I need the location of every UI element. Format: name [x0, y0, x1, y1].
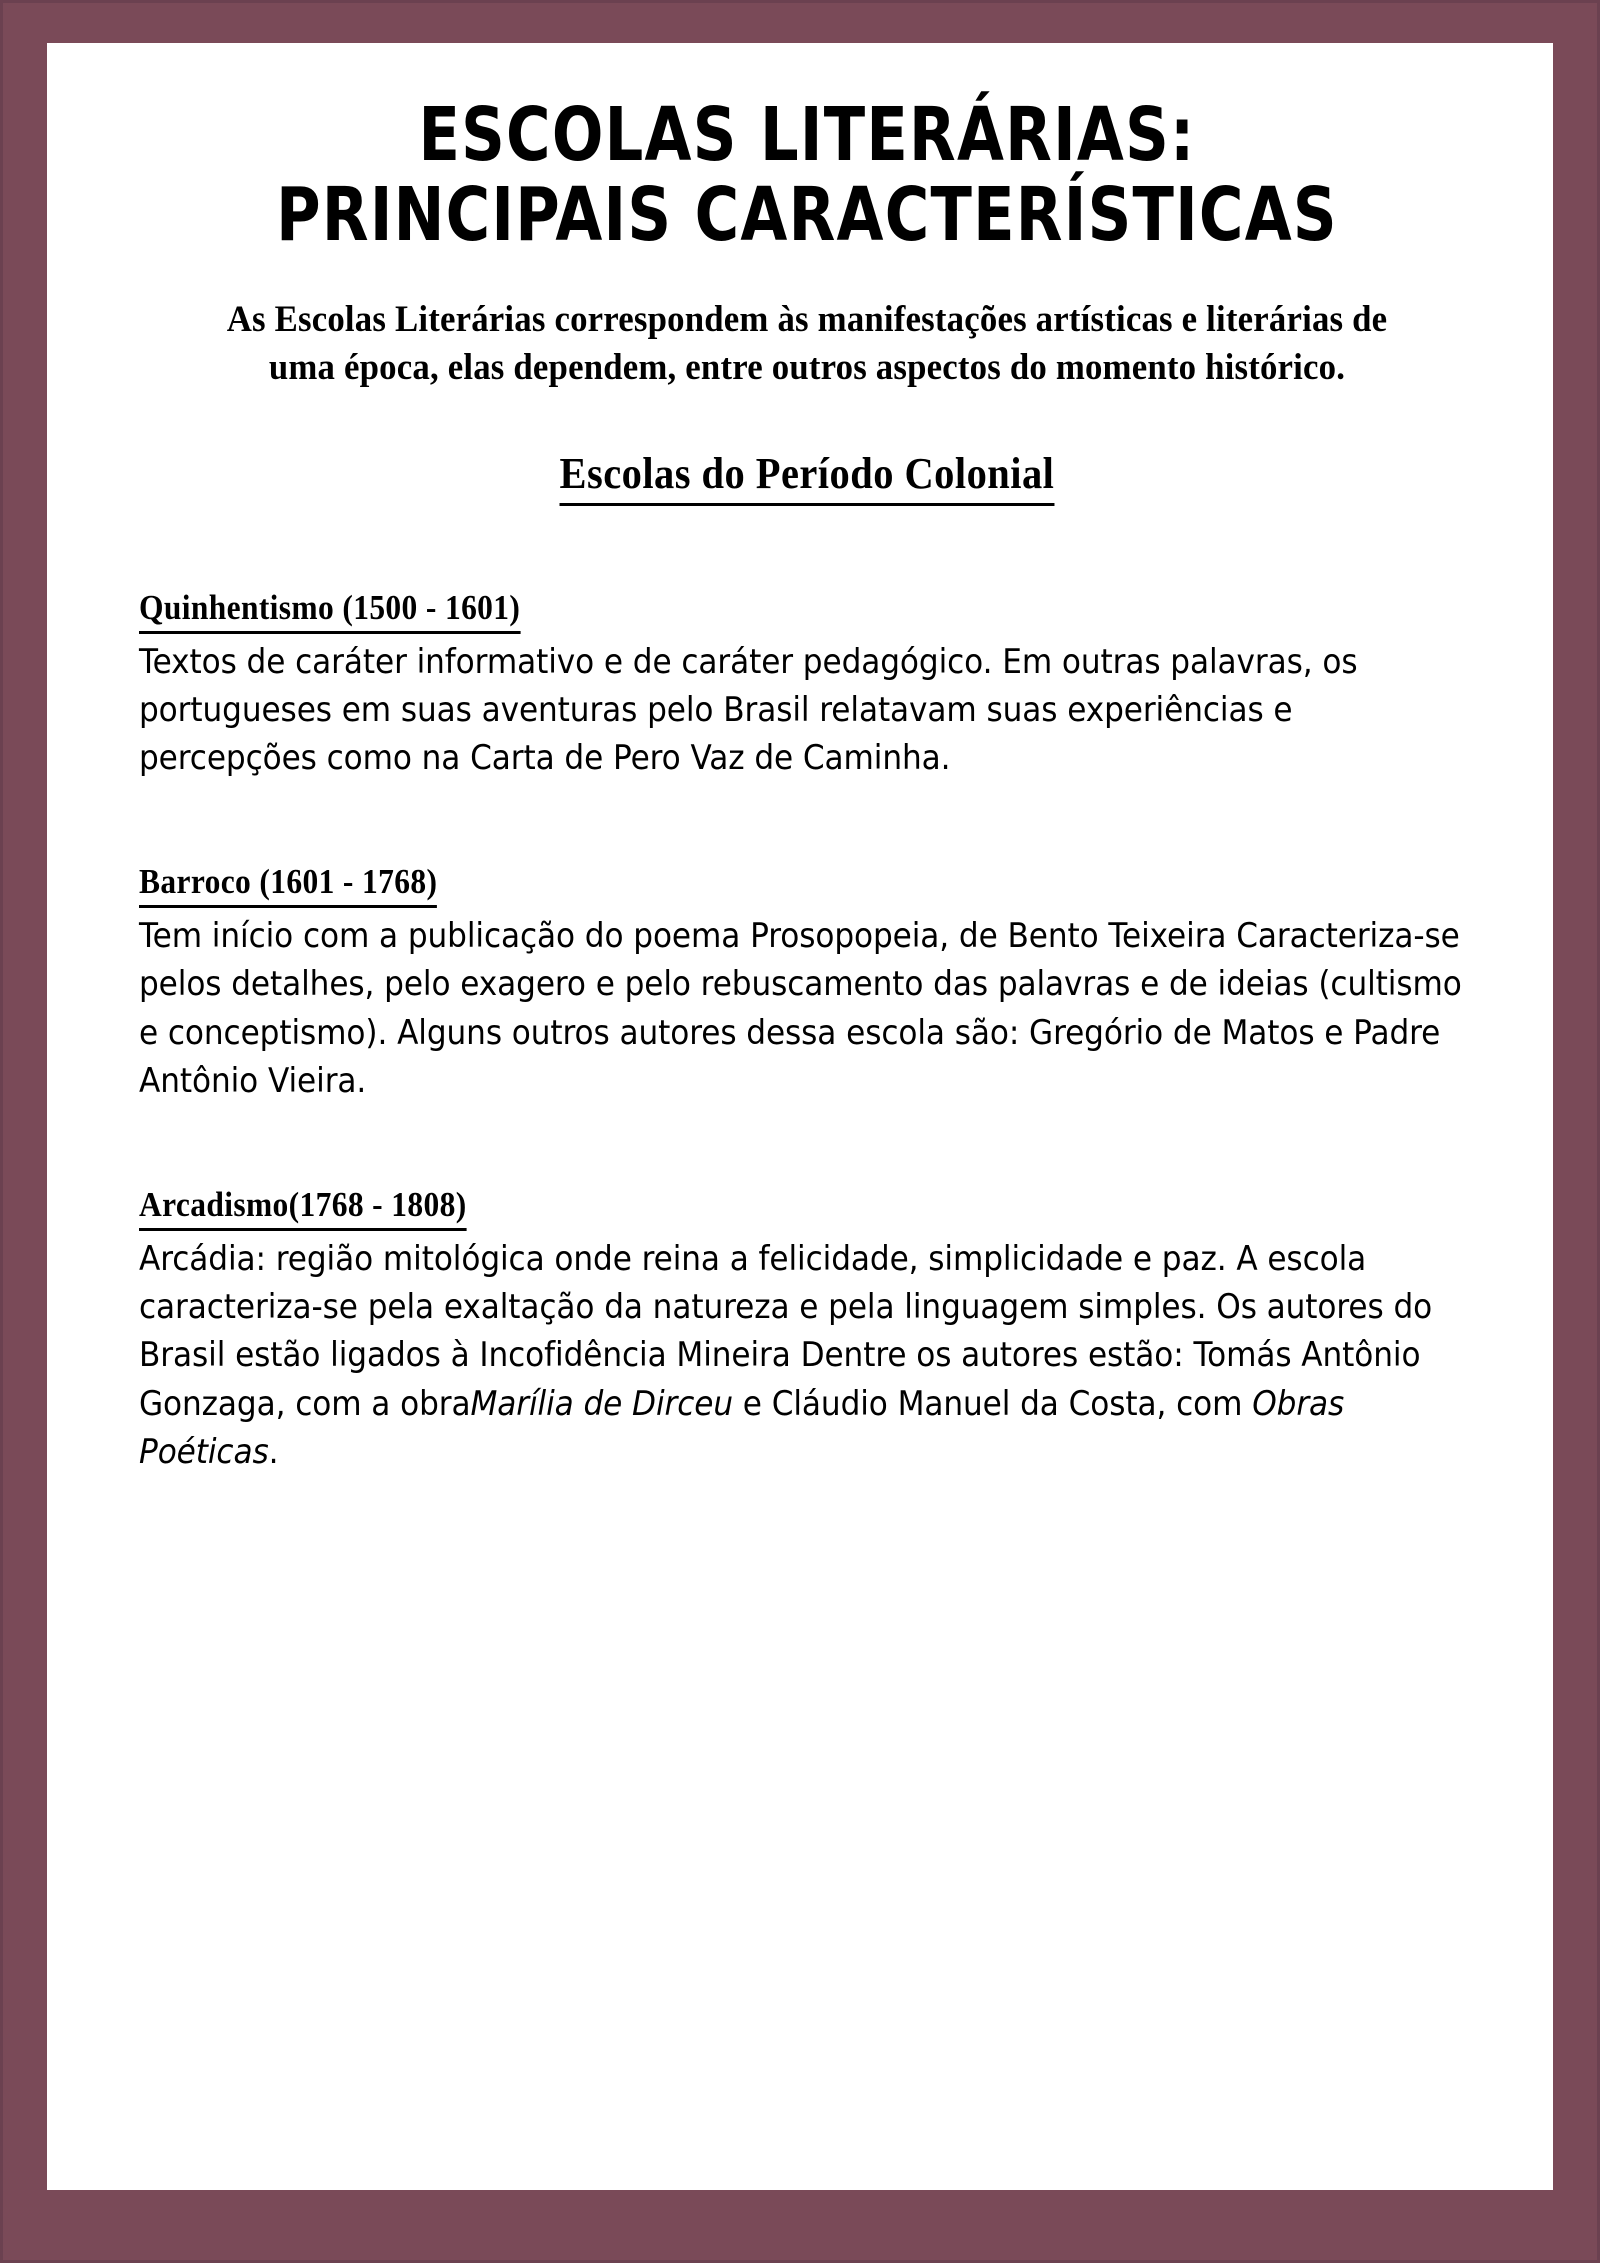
subsection-heading-quinhentismo [139, 586, 1475, 634]
subsection-quinhentismo [139, 586, 1475, 782]
section-heading-colonial [139, 448, 1475, 506]
subsection-heading-barroco [139, 860, 1475, 908]
section-heading-text: Escolas do Período Colonial [560, 448, 1055, 506]
arcadismo-text-part-3: . [268, 1431, 279, 1471]
document-sheet [47, 43, 1553, 2190]
subsection-barroco [139, 860, 1475, 1105]
subsection-arcadismo [139, 1183, 1475, 1476]
page-title [259, 92, 1355, 258]
arcadismo-work-title-marilia: Marília de Dirceu [470, 1383, 733, 1423]
subsection-body-barroco: Tem início com a publicação do poema Prosopopeia, de Bento Teixeira Caracteriza-se pelos detalhes, pelo exagero e pelo rebuscamento das palavras e de ideias (cultismo e conceptismo). Alguns outros autores dessa escola são: Gregório de Matos e Padre Antônio Vieira. [139, 916, 1462, 1100]
arcadismo-text-part-2: e Cláudio Manuel da Costa, com [732, 1383, 1253, 1423]
page-title-line-1: ESCOLAS LITERÁRIAS: [418, 92, 1196, 178]
subsection-heading-text: Quinhentismo (1500 - 1601) [139, 586, 520, 634]
arcadismo-text-part-1: Arcádia: região mitológica onde reina a felicidade, simplicidade e paz. A escola caracteriza-se pela exaltação da natureza e pela linguagem simples. Os autores do Brasil estão ligados à Incofidência Mineira Dentre os autores estão: Tomás Antônio Gonzaga, com a obra [139, 1238, 1433, 1423]
page-title-line-2: PRINCIPAIS CARACTERÍSTICAS [276, 172, 1338, 258]
intro-paragraph: As Escolas Literárias correspondem às manifestações artísticas e literárias de uma época, elas dependem, entre outros aspectos do momento histórico. [226, 299, 1388, 389]
subsection-heading-arcadismo [139, 1183, 1475, 1231]
arcadismo-work-title-obras-poeticas: Obras Poéticas [139, 1383, 1345, 1471]
subsection-heading-text: Arcadismo(1768 - 1808) [139, 1183, 467, 1231]
subsection-body-quinhentismo: Textos de caráter informativo e de caráter pedagógico. Em outras palavras, os portugueses em suas aventuras pelo Brasil relatavam suas experiências e percepções como na Carta de Pero Vaz de Caminha. [139, 641, 1358, 778]
subsection-body-arcadismo [139, 1235, 1475, 1476]
subsection-heading-text: Barroco (1601 - 1768) [139, 860, 437, 908]
